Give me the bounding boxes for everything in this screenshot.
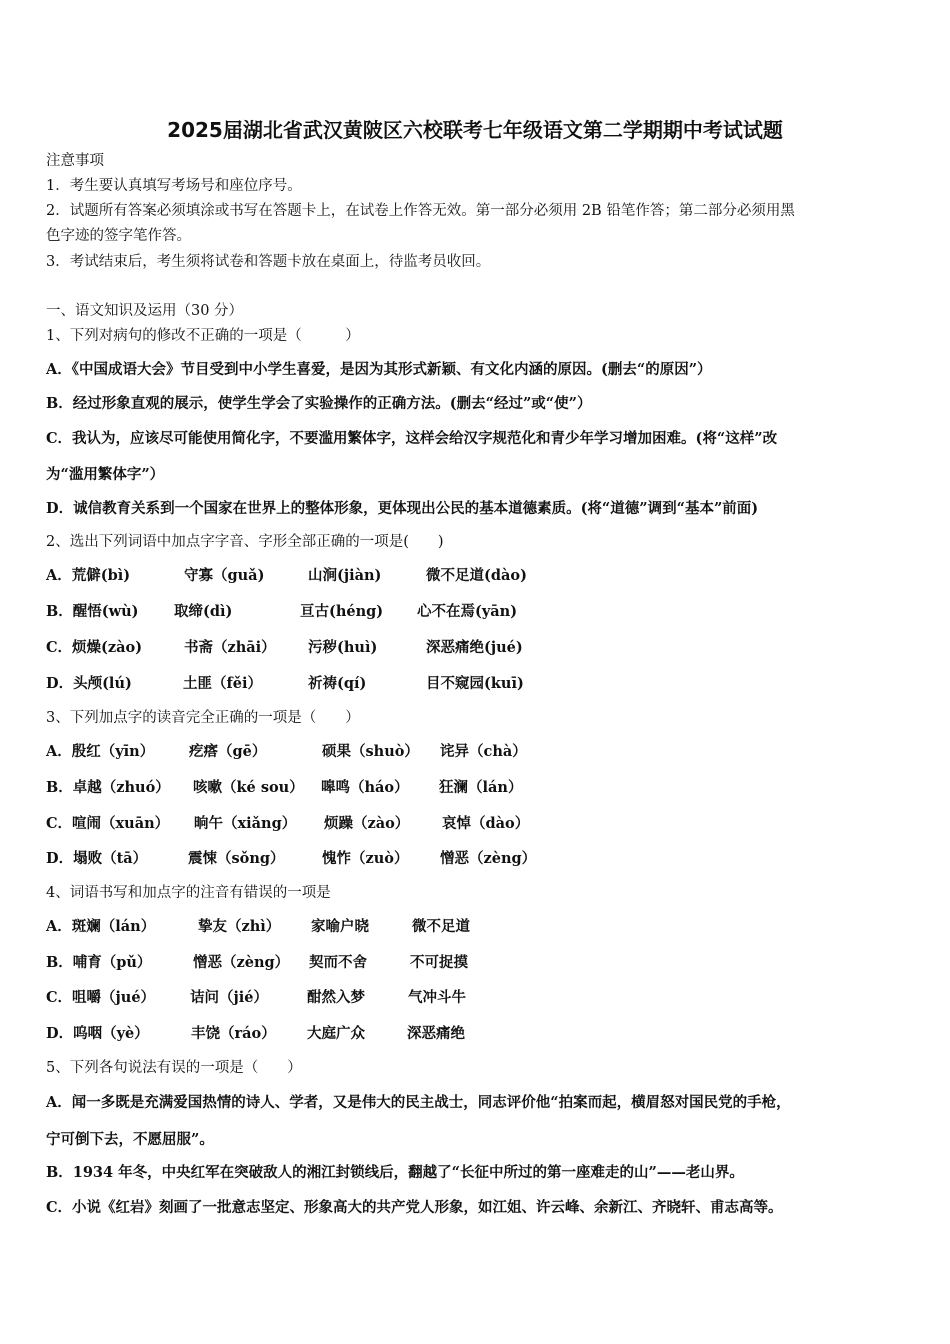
option-word: 取缔(dì): [174, 603, 233, 620]
option-word: 污秽(huì): [308, 639, 378, 656]
option-word: B．卓越（zhuó）: [46, 779, 170, 796]
option-word: 守寡（guǎ): [184, 567, 265, 584]
option-word: 契而不舍: [309, 954, 367, 971]
option-word: 诘问（jié）: [190, 989, 268, 1006]
option-d: D．诚信教育关系到一个国家在世界上的整体形象，更体现出公民的基本道德素质。(将“道德”调到“基本”前面): [46, 500, 759, 517]
notice-heading: 注意事项: [46, 153, 104, 169]
option-word: D．呜咽（yè）: [46, 1025, 149, 1042]
option-word: C．烦燥(zào): [46, 639, 143, 656]
notice-item: 1．考生要认真填写考场号和座位序号。: [46, 178, 302, 194]
notice-item: 3．考试结束后，考生须将试卷和答题卡放在桌面上，待监考员收回。: [46, 254, 491, 270]
option-b: B．经过形象直观的展示，使学生学会了实验操作的正确方法。(删去“经过”或“使”）: [46, 395, 592, 412]
option-word: A．殷红（yīn）: [46, 743, 155, 760]
option-word: 挚友（zhì）: [198, 918, 281, 935]
notice-item: 2．试题所有答案必须填涂或书写在答题卡上，在试卷上作答无效。第一部分必须用 2B 铅笔作答；第二部分必须用黑: [46, 203, 795, 219]
option-word: B．哺育（pǔ）: [46, 954, 152, 971]
option-word: 祈祷(qí): [308, 675, 367, 692]
option-word: D．头颅(lú): [46, 675, 132, 692]
option-word: 大庭广众: [307, 1025, 365, 1042]
option-word: 愧怍（zuò）: [322, 850, 409, 867]
option-word: 深恶痛绝(jué): [426, 639, 523, 656]
question-stem: 4、词语书写和加点字的注音有错误的一项是: [46, 885, 331, 901]
option-word: 哀悼（dào）: [442, 815, 530, 832]
option-word: 亘古(héng): [300, 603, 384, 620]
option-word: 气冲斗牛: [408, 989, 466, 1006]
notice-item: 色字迹的签字笔作答。: [46, 228, 191, 244]
option-word: 疙瘩（gē）: [189, 743, 267, 760]
option-word: C．咀嚼（jué）: [46, 989, 156, 1006]
page-title: 2025届湖北省武汉黄陂区六校联考七年级语文第二学期期中考试试题: [167, 118, 783, 142]
option-c: C．小说《红岩》刻画了一批意志坚定、形象高大的共产党人形象，如江姐、许云峰、余新江、齐晓轩、甫志高等。: [46, 1199, 783, 1216]
option-word: 狂澜（lán）: [439, 779, 523, 796]
option-word: 憎恶（zèng）: [193, 954, 290, 971]
option-word: 嗥鸣（háo）: [321, 779, 409, 796]
option-c-continued: 为“滥用繁体字”）: [46, 466, 165, 483]
option-word: B．醒悟(wù): [46, 603, 139, 620]
question-stem: 2、选出下列词语中加点字字音、字形全部正确的一项是( ): [46, 534, 444, 550]
question-stem: 3、下列加点字的读音完全正确的一项是（ ）: [46, 710, 360, 726]
option-word: 咳嗽（ké sou）: [193, 779, 304, 796]
option-word: 憎恶（zèng）: [440, 850, 537, 867]
option-a: A．闻一多既是充满爱国热情的诗人、学者，又是伟大的民主战士，同志评价他“拍案而起，横眉怒对国民党的手枪，: [46, 1094, 791, 1111]
option-a-continued: 宁可倒下去，不愿屈服”。: [46, 1131, 214, 1148]
option-word: 丰饶（ráo）: [191, 1025, 276, 1042]
option-word: A．斑斓（lán）: [46, 918, 156, 935]
option-word: C．喧闹（xuān）: [46, 815, 170, 832]
option-word: 书斋（zhāi）: [184, 639, 276, 656]
option-a: A．《中国成语大会》节目受到中小学生喜爱，是因为其形式新颖、有文化内涵的原因。(删去“的原因”）: [46, 361, 712, 378]
option-c: C．我认为，应该尽可能使用简化字，不要滥用繁体字，这样会给汉字规范化和青少年学习增加困难。(将“这样”改: [46, 430, 778, 447]
option-word: 心不在焉(yān): [417, 603, 518, 620]
option-word: A．荒僻(bì): [46, 567, 131, 584]
option-word: 家喻户晓: [311, 918, 369, 935]
option-word: 酣然入梦: [307, 989, 365, 1006]
option-word: 土匪（fěi）: [183, 675, 262, 692]
option-word: 硕果（shuò）: [322, 743, 419, 760]
option-b: B．1934 年冬，中央红军在突破敌人的湘江封锁线后，翻越了“长征中所过的第一座难走的山”——老山界。: [46, 1164, 744, 1181]
option-word: 目不窥园(kuī): [426, 675, 524, 692]
option-word: 微不足道(dào): [426, 567, 527, 584]
option-word: 晌午（xiǎng）: [194, 815, 297, 832]
section-heading: 一、语文知识及运用（30 分）: [46, 303, 244, 319]
option-word: 微不足道: [412, 918, 470, 935]
option-word: 山涧(jiàn): [308, 567, 382, 584]
option-word: 不可捉摸: [410, 954, 468, 971]
question-stem: 5、下列各句说法有误的一项是（ ）: [46, 1060, 302, 1076]
option-word: 烦躁（zào）: [324, 815, 410, 832]
option-word: 震悚（sǒng）: [188, 850, 285, 867]
option-word: D．塌败（tā）: [46, 850, 148, 867]
option-word: 诧异（chà）: [440, 743, 527, 760]
option-word: 深恶痛绝: [407, 1025, 465, 1042]
question-stem: 1、下列对病句的修改不正确的一项是（ ）: [46, 328, 360, 344]
